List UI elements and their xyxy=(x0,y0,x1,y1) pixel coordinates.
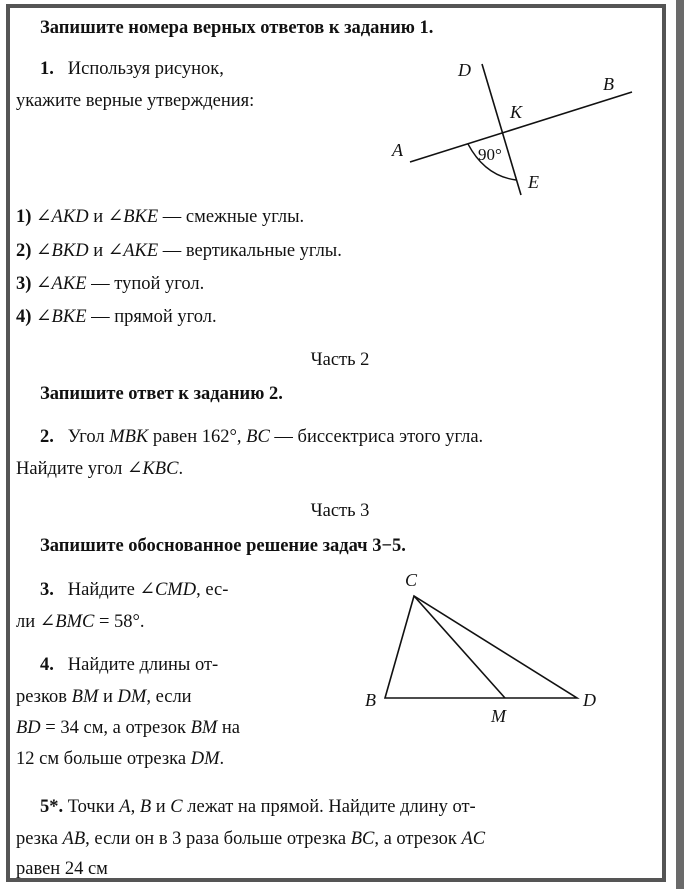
task1-number: 1. xyxy=(40,59,54,79)
task2-line2-text: Найдите угол xyxy=(16,459,127,479)
task2-text-a: Угол xyxy=(67,427,110,447)
option-2-text: — вертикальные углы. xyxy=(158,241,342,261)
option-2-angle1: ∠BKD xyxy=(36,241,89,261)
task3-line2 xyxy=(16,611,145,633)
option-4-angle: ∠BKE xyxy=(36,307,87,327)
task4-bd: BD xyxy=(16,718,41,738)
task5-number: 5*. xyxy=(40,797,64,817)
task4-text-1: Найдите длины от- xyxy=(67,655,219,675)
part3-header: Запишите обоснованное решение задач 3−5. xyxy=(40,536,406,556)
task5-text-f: , если он в 3 раза больше отрезка xyxy=(85,829,351,849)
task5-line3: равен 24 см xyxy=(16,859,108,879)
task5-text-c: и xyxy=(151,797,171,817)
segment-cm xyxy=(414,596,505,698)
option-1 xyxy=(16,206,304,228)
task2-line2 xyxy=(16,458,183,480)
right-border-bar xyxy=(676,0,684,889)
label-d2: D xyxy=(583,690,596,710)
task4-line1 xyxy=(40,654,218,676)
angle-90-label: 90° xyxy=(478,145,502,164)
task2-text-c: — биссектриса этого угла. xyxy=(269,427,484,447)
option-2-number: 2) xyxy=(16,241,32,261)
task2-number: 2. xyxy=(40,427,54,447)
task4-text-3a: = 34 см, а отрезок xyxy=(40,718,191,738)
task2-bc: BC xyxy=(246,427,270,447)
task4-bm: BM xyxy=(71,687,99,707)
task4-number: 4. xyxy=(40,655,54,675)
task4-line4 xyxy=(16,748,224,770)
task2-period: . xyxy=(178,459,184,479)
option-1-text: — смежные углы. xyxy=(158,207,305,227)
label-c: C xyxy=(405,570,418,590)
label-m: M xyxy=(491,706,506,726)
task1-line2: укажите верные утверждения: xyxy=(16,91,255,111)
option-1-angle2: ∠BKE xyxy=(107,207,159,227)
figure1-intersecting-lines xyxy=(370,48,660,208)
task5-text-d: лежат на прямой. Найдите длину от- xyxy=(182,797,476,817)
part3-title: Часть 3 xyxy=(310,501,370,521)
task4-dm: DM xyxy=(117,687,147,707)
option-4 xyxy=(16,306,217,328)
figure2-triangle xyxy=(355,566,615,726)
task4-line3 xyxy=(16,717,240,739)
label-b2: B xyxy=(365,690,376,710)
task4-dm-2: DM xyxy=(190,749,220,769)
task4-text-2b: и xyxy=(98,687,118,707)
task3-number: 3. xyxy=(40,580,54,600)
worksheet-page xyxy=(6,4,666,882)
task5-ac: AC xyxy=(461,829,486,849)
task5-text-b: , xyxy=(130,797,140,817)
task3-text-b: , ес- xyxy=(196,580,229,600)
task5-line2 xyxy=(16,828,485,850)
task4-line2 xyxy=(16,686,192,708)
task2-angle-mbk: MBK xyxy=(109,427,149,447)
task3-angle-cmd: ∠CMD xyxy=(139,580,197,600)
option-1-angle1: ∠AKD xyxy=(36,207,89,227)
task1-text: Используя рисунок, xyxy=(67,59,224,79)
task3-text-d: = 58°. xyxy=(94,612,145,632)
task5-text-e: резка xyxy=(16,829,63,849)
task4-text-2c: , если xyxy=(146,687,192,707)
task3-angle-bmc: ∠BMC xyxy=(39,612,95,632)
task2-line1 xyxy=(40,426,483,448)
task3-text-a: Найдите xyxy=(67,580,140,600)
label-a: A xyxy=(392,140,403,160)
option-2-angle2: ∠AKE xyxy=(107,241,159,261)
task5-text-g: , а отрезок xyxy=(374,829,462,849)
task5-point-b: B xyxy=(139,797,152,817)
label-e: E xyxy=(528,172,539,192)
task5-text-a: Точки xyxy=(63,797,120,817)
task3-line1 xyxy=(40,579,228,601)
task2-angle-kbc: ∠KBC xyxy=(126,459,179,479)
task4-text-4a: 12 см больше отрезка xyxy=(16,749,191,769)
task5-ab: AB xyxy=(62,829,86,849)
task1-line1 xyxy=(40,58,224,80)
task5-line1 xyxy=(40,796,476,818)
section1-header: Запишите номера верных ответов к заданию 1. xyxy=(40,18,434,38)
task5-bc: BC xyxy=(350,829,375,849)
label-d: D xyxy=(458,60,471,80)
option-3 xyxy=(16,273,204,295)
option-2-and: и xyxy=(88,241,108,261)
option-3-text: — тупой угол. xyxy=(86,274,205,294)
task4-bm-2: BM xyxy=(190,718,218,738)
task4-period: . xyxy=(219,749,225,769)
option-4-text: — прямой угол. xyxy=(86,307,217,327)
option-4-number: 4) xyxy=(16,307,32,327)
option-3-angle: ∠AKE xyxy=(36,274,87,294)
task5-point-a: A xyxy=(119,797,131,817)
triangle-bcd xyxy=(385,596,577,698)
label-b: B xyxy=(603,74,614,94)
part2-header: Запишите ответ к заданию 2. xyxy=(40,384,283,404)
option-2 xyxy=(16,240,342,262)
task4-text-3b: на xyxy=(217,718,241,738)
option-1-and: и xyxy=(88,207,108,227)
task3-text-c: ли xyxy=(16,612,40,632)
task5-point-c: C xyxy=(170,797,183,817)
label-k: K xyxy=(510,102,523,122)
task4-text-2a: резков xyxy=(16,687,72,707)
option-1-number: 1) xyxy=(16,207,32,227)
option-3-number: 3) xyxy=(16,274,32,294)
task2-text-b: равен 162°, xyxy=(148,427,247,447)
part2-title: Часть 2 xyxy=(310,350,370,370)
